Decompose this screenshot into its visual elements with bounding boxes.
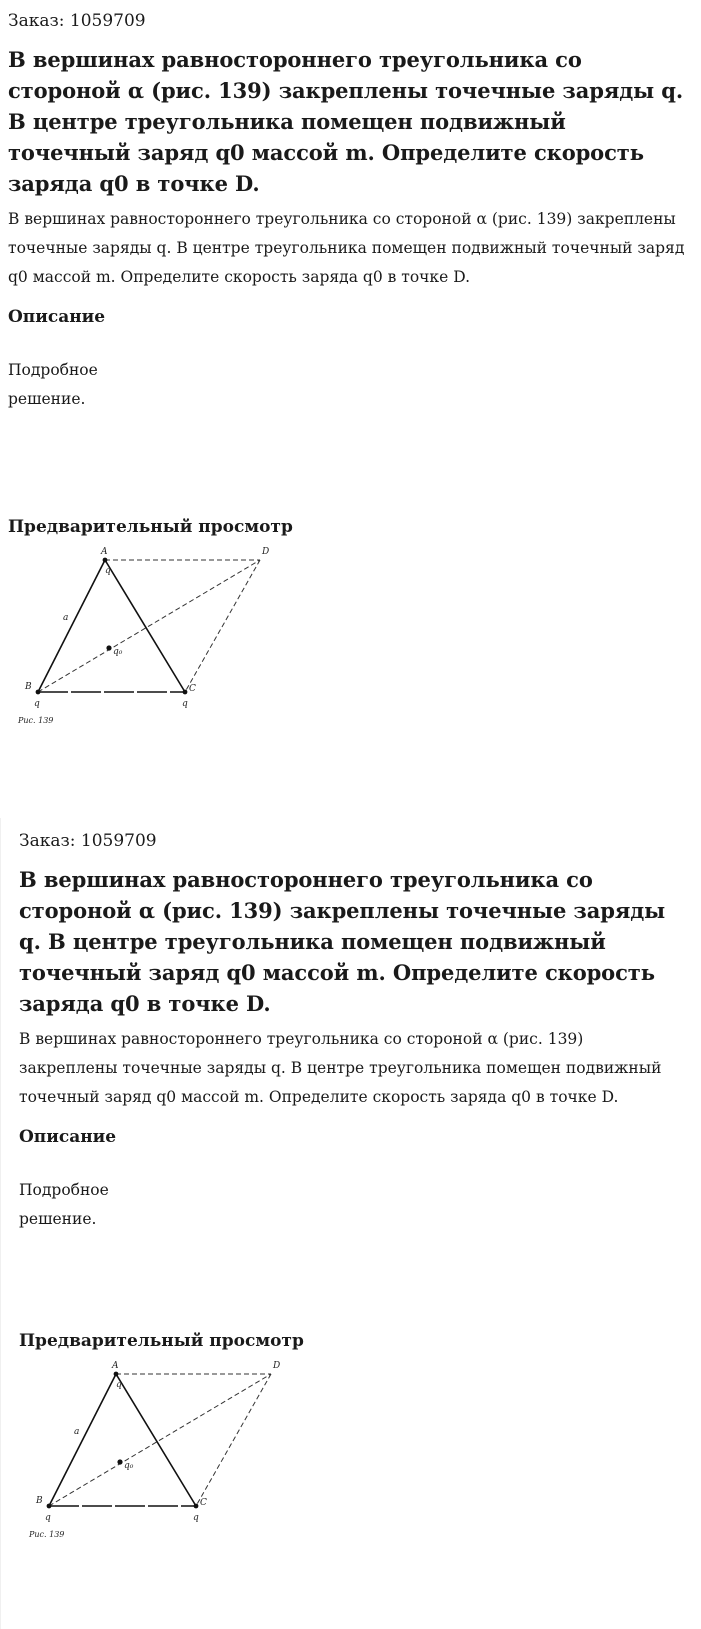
preview-figure	[12, 540, 292, 730]
label-b-vertex: B	[36, 1496, 43, 1506]
figure-139-diagram	[23, 1354, 303, 1544]
label-q-c: q	[193, 1513, 199, 1523]
label-d-vertex: D	[273, 1361, 281, 1371]
order-card-2	[0, 818, 686, 1629]
problem-description: В вершинах равностороннего треугольника со стороной α (рис. 139) закреплены точечные заряды q. В центре треугольника помещен подвижный точечный заряд q0 массой m. Определите скорость заряда q0 в точке D.	[19, 1030, 662, 1106]
charge-a-point	[103, 558, 108, 563]
detail-wrap	[8, 356, 686, 514]
label-q-b: q	[45, 1513, 51, 1523]
preview-heading: Предварительный просмотр	[19, 1331, 304, 1351]
figure-139-diagram	[12, 540, 292, 730]
preview-figure	[23, 1354, 303, 1544]
order-number: Заказ: 1059709	[8, 11, 146, 31]
label-q-a: q	[105, 566, 111, 576]
charge-q0-point	[117, 1459, 122, 1464]
label-q-a: q	[116, 1380, 122, 1390]
charge-c-point	[183, 690, 188, 695]
label-q-b: q	[34, 699, 40, 709]
label-q-c: q	[182, 699, 188, 709]
problem-title: В вершинах равностороннего треугольника со стороной α (рис. 139) закреплены точечные заряды q. В центре треугольника помещен подвижный точечный заряд q0 массой m. Определите скорость заряда q0 в точке D.	[19, 867, 666, 1016]
side-ab	[38, 560, 105, 692]
charge-b-point	[47, 1504, 52, 1509]
charge-c-point	[194, 1504, 199, 1509]
label-side-a: a	[63, 613, 69, 623]
label-q0: q₀	[113, 647, 123, 657]
detail-text: Подробное решение.	[8, 361, 98, 408]
charge-q0-point	[106, 645, 111, 650]
detail-text: Подробное решение.	[19, 1181, 109, 1228]
order-number: Заказ: 1059709	[19, 831, 157, 851]
side-ab	[49, 1374, 116, 1506]
detail-wrap	[19, 1176, 686, 1328]
description-heading: Описание	[8, 307, 106, 327]
side-ac	[105, 560, 185, 692]
label-c-vertex: C	[200, 1498, 207, 1508]
figure-caption: Рис. 139	[18, 716, 54, 725]
dash-dc	[185, 560, 260, 692]
label-side-a: a	[74, 1427, 80, 1437]
label-a-vertex: A	[112, 1361, 119, 1371]
order-card-1	[0, 0, 686, 818]
problem-description: В вершинах равностороннего треугольника со стороной α (рис. 139) закреплены точечные заряды q. В центре треугольника помещен подвижный точечный заряд q0 массой m. Определите скорость заряда q0 в точке D.	[8, 210, 685, 286]
label-b-vertex: B	[25, 682, 32, 692]
description-heading: Описание	[19, 1127, 117, 1147]
side-ac	[116, 1374, 196, 1506]
label-c-vertex: C	[189, 684, 196, 694]
figure-caption: Рис. 139	[29, 1530, 65, 1539]
problem-title: В вершинах равностороннего треугольника со стороной α (рис. 139) закреплены точечные заряды q. В центре треугольника помещен подвижный точечный заряд q0 массой m. Определите скорость заряда q0 в точке D.	[8, 47, 684, 196]
label-d-vertex: D	[262, 547, 270, 557]
dash-dc	[196, 1374, 271, 1506]
preview-heading: Предварительный просмотр	[8, 517, 293, 537]
charge-b-point	[36, 690, 41, 695]
label-a-vertex: A	[101, 547, 108, 557]
charge-a-point	[114, 1372, 119, 1377]
label-q0: q₀	[124, 1461, 134, 1471]
